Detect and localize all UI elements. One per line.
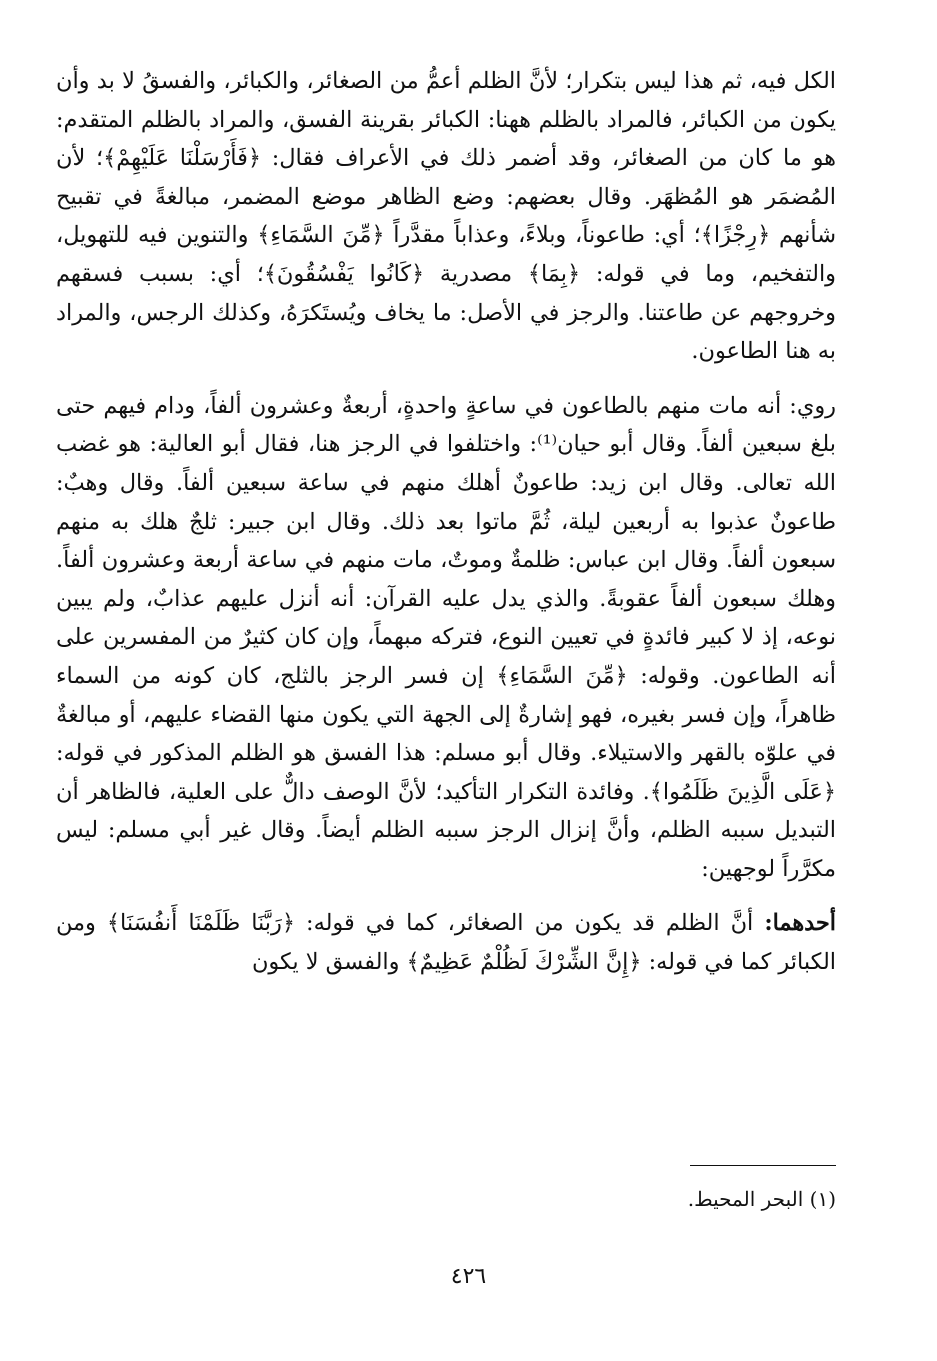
paragraph-3-lead: أحدهما:	[764, 910, 836, 937]
paragraph-1: الكل فيه، ثم هذا ليس بتكرار؛ لأنَّ الظلم أعمُّ من الصغائر، والكبائر، والفسقُ لا بد وأن يكون من الكبائر، فالمراد بالظلم ههنا: الكبائر بقرينة الفسق، والمراد بالظلم المتقدم: هو ما كان من الصغائر، وقد أضمر ذلك في الأعراف فقال: ﴿فَأَرْسَلْنَا عَلَيْهِمْ﴾؛ لأن المُضمَر هو المُظهَر. وقال بعضهم: وضع الظاهر موضع المضمر، مبالغةً في تقبيح شأنهم ﴿رِجْزًا﴾؛ أي: طاعوناً، وبلاءً، وعذاباً مقدَّراً ﴿مِّنَ السَّمَاءِ﴾ والتنوين فيه للتهويل، والتفخيم، وما في قوله: ﴿بِمَا﴾ مصدرية ﴿كَانُوا يَفْسُقُونَ﴾؛ أي: بسبب فسقهم وخروجهم عن طاعتنا. والرجز في الأصل: ما يخاف ويُستَكرَهُ، وكذلك الرجس، والمراد به هنا الطاعون.	[56, 68, 836, 365]
footnote-text: البحر المحيط.	[687, 1187, 804, 1211]
page-body	[56, 62, 836, 998]
footnote-marker: (١)	[809, 1187, 836, 1211]
footnote-divider	[690, 1165, 836, 1166]
paragraph-2: روي: أنه مات منهم بالطاعون في ساعةٍ واحدةٍ، أربعةٌ وعشرون ألفاً، ودام فيهم حتى بلغ سبعين ألفاً. وقال أبو حيان⁽¹⁾: واختلفوا في الرجز هنا، فقال أبو العالية: هو غضب الله تعالى. وقال ابن زيد: طاعونٌ أهلك منهم في ساعة سبعين ألفاً. وقال وهبٌ: طاعونٌ عذبوا به أربعين ليلة، ثُمَّ ماتوا بعد ذلك. وقال ابن جبير: ثلجٌ هلك به منهم سبعون ألفاً. وقال ابن عباس: ظلمةٌ وموتٌ، مات منهم في ساعة أربعة وعشرون ألفاً. وهلك سبعون ألفاً عقوبةً. والذي يدل عليه القرآن: أنه أنزل عليهم عذابٌ، ولم يبين نوعه، إذ لا كبير فائدةٍ في تعيين النوع، فتركه مبهماً، وإن كان كثيرٌ من المفسرين على أنه الطاعون. وقوله: ﴿مِّنَ السَّمَاءِ﴾ إن فسر الرجز بالثلج، كان كونه من السماء ظاهراً، وإن فسر بغيره، فهو إشارةٌ إلى الجهة التي يكون منها القضاء عليهم، أو مبالغةٌ في علوّه بالقهر والاستيلاء. وقال أبو مسلم: هذا الفسق هو الظلم المذكور في قوله: ﴿عَلَى الَّذِينَ ظَلَمُوا﴾. وفائدة التكرار التأكيد؛ لأنَّ الوصف دالٌّ على العلية، فالظاهر أن التبديل سببه الظلم، وأنَّ إنزال الرجز سببه الظلم أيضاً. وقال غير أبي مسلم: ليس مكرَّراً لوجهين:	[56, 392, 836, 882]
footnote	[688, 1185, 836, 1213]
paragraph-3-text: أنَّ الظلم قد يكون من الصغائر، كما في قوله: ﴿رَبَّنَا ظَلَمْنَا أَنفُسَنَا﴾ ومن الكبائر كما في قوله: ﴿إِنَّ الشِّرْكَ لَظُلْمٌ عَظِيمٌ﴾ والفسق لا يكون	[56, 910, 836, 976]
page-number: ٤٢٦	[450, 1264, 487, 1289]
paragraph-3	[56, 904, 836, 981]
